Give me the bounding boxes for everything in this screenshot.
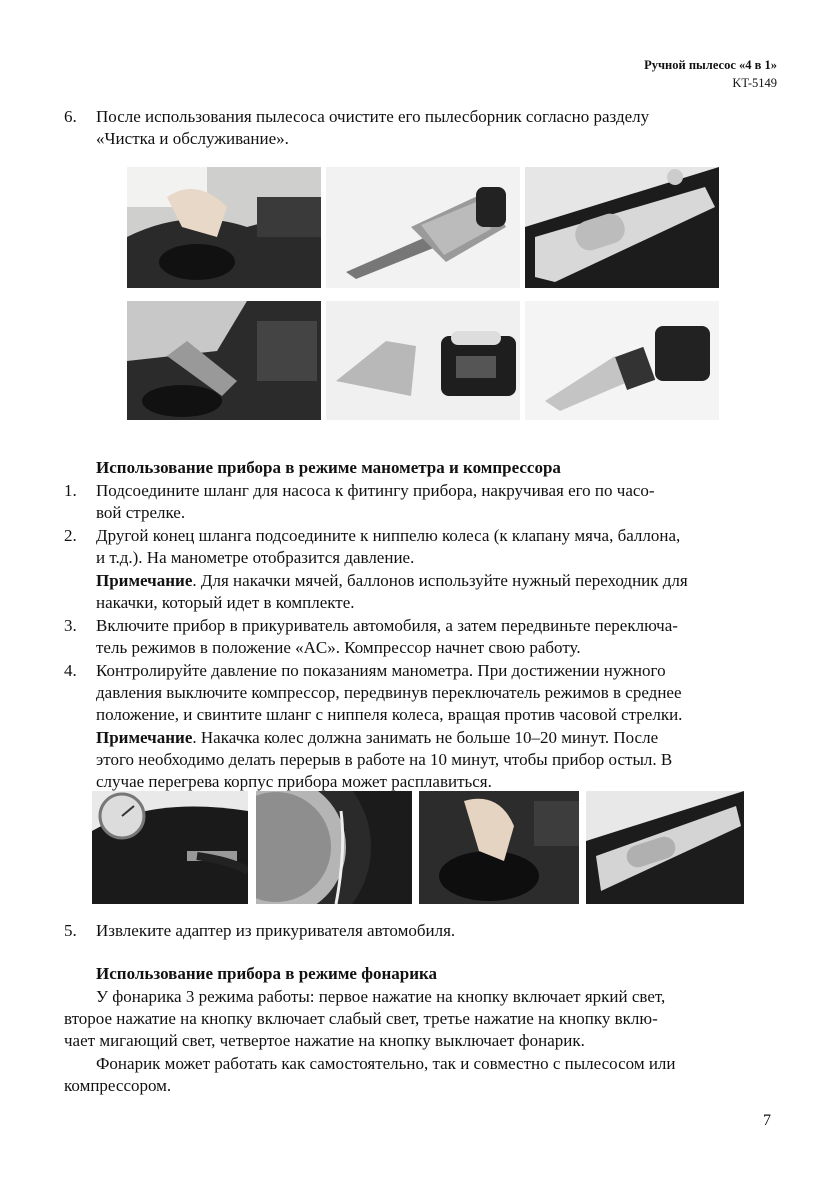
step6-line1: После использования пылесоса очистите его пылесборник согласно разделу (96, 107, 650, 126)
note2-line2: этого необходимо делать перерыв в работе на 10 минут, чтобы прибор остыл. В (96, 750, 673, 769)
compressor-gauge-photo (92, 791, 248, 904)
item4-line1: Контролируйте давление по показаниям манометра. При достижении нужного (96, 661, 666, 680)
flashlight-heading: Использование прибора в режиме фонарика (96, 964, 438, 983)
item3-line1: Включите прибор в прикуриватель автомобиля, а затем передвиньте переключа- (96, 616, 678, 635)
note2-line3: случае перегрева корпус прибора может расплавиться. (96, 772, 492, 791)
note2-text1: . Накачка колес должна занимать не больше 10–20 минут. После (192, 728, 659, 747)
compressor-heading: Использование прибора в режиме манометра и компрессора (96, 458, 561, 477)
note2-line1 (96, 727, 772, 750)
vacuum-with-nozzle-photo (326, 167, 520, 288)
car-socket-photo (419, 791, 579, 904)
note1-line2: накачки, который идет в комплекте. (96, 593, 355, 612)
step5-number: 5. (64, 921, 77, 940)
vacuum-in-car-photo (127, 301, 321, 420)
step6-number: 6. (64, 107, 77, 126)
note1-label: Примечание (96, 571, 193, 590)
item3-number: 3. (64, 616, 77, 635)
vacuum-switch-closeup-photo (525, 167, 719, 288)
car-cupholder-vacuum-photo (127, 167, 321, 288)
item1-line2: вой стрелке. (96, 503, 186, 522)
item2-number: 2. (64, 526, 77, 545)
item1-number: 1. (64, 481, 77, 500)
item2-line2: и т.д.). На манометре отобразится давление. (96, 548, 415, 567)
flashlight-p1-line2: второе нажатие на кнопку включает слабый свет, третье нажатие на кнопку вклю- (64, 1009, 658, 1028)
item4-number: 4. (64, 661, 77, 680)
flashlight-p1-line3: чает мигающий свет, четвертое нажатие на кнопку выключает фонарик. (64, 1031, 585, 1050)
step5-text: Извлеките адаптер из прикуривателя автомобиля. (96, 921, 456, 940)
header-model: KT-5149 (732, 76, 777, 90)
header-title: Ручной пылесос «4 в 1» (644, 58, 777, 72)
flashlight-p1-line1: У фонарика 3 режима работы: первое нажатие на кнопку включает яркий свет, (96, 987, 666, 1006)
item2-line1: Другой конец шланга подсоедините к ниппелю колеса (к клапану мяча, баллона, (96, 526, 681, 545)
item1-line1: Подсоедините шланг для насоса к фитингу прибора, накручивая его по часо- (96, 481, 655, 500)
note1-line1 (96, 570, 772, 593)
vacuum-parts-photo (326, 301, 520, 420)
vacuum-filter-photo (525, 301, 719, 420)
car-wheel-photo (256, 791, 412, 904)
flashlight-p2-line1: Фонарик может работать как самостоятельно, так и совместно с пылесосом или (96, 1054, 676, 1073)
page-header (644, 56, 777, 92)
page-number: 7 (763, 1112, 771, 1129)
step6-line2: «Чистка и обслуживание». (96, 129, 289, 148)
item4-line3: положение, и свинтите шланг с ниппеля колеса, вращая против часовой стрелки. (96, 705, 683, 724)
item3-line2: тель режимов в положение «AC». Компрессор начнет свою работу. (96, 638, 581, 657)
mode-switch-photo (586, 791, 744, 904)
item4-line2: давления выключите компрессор, передвинув переключатель режимов в среднее (96, 683, 682, 702)
flashlight-p2-line2: компрессором. (64, 1076, 172, 1095)
note1-text1: . Для накачки мячей, баллонов используйте нужный переходник для (192, 571, 688, 590)
note2-label: Примечание (96, 728, 193, 747)
